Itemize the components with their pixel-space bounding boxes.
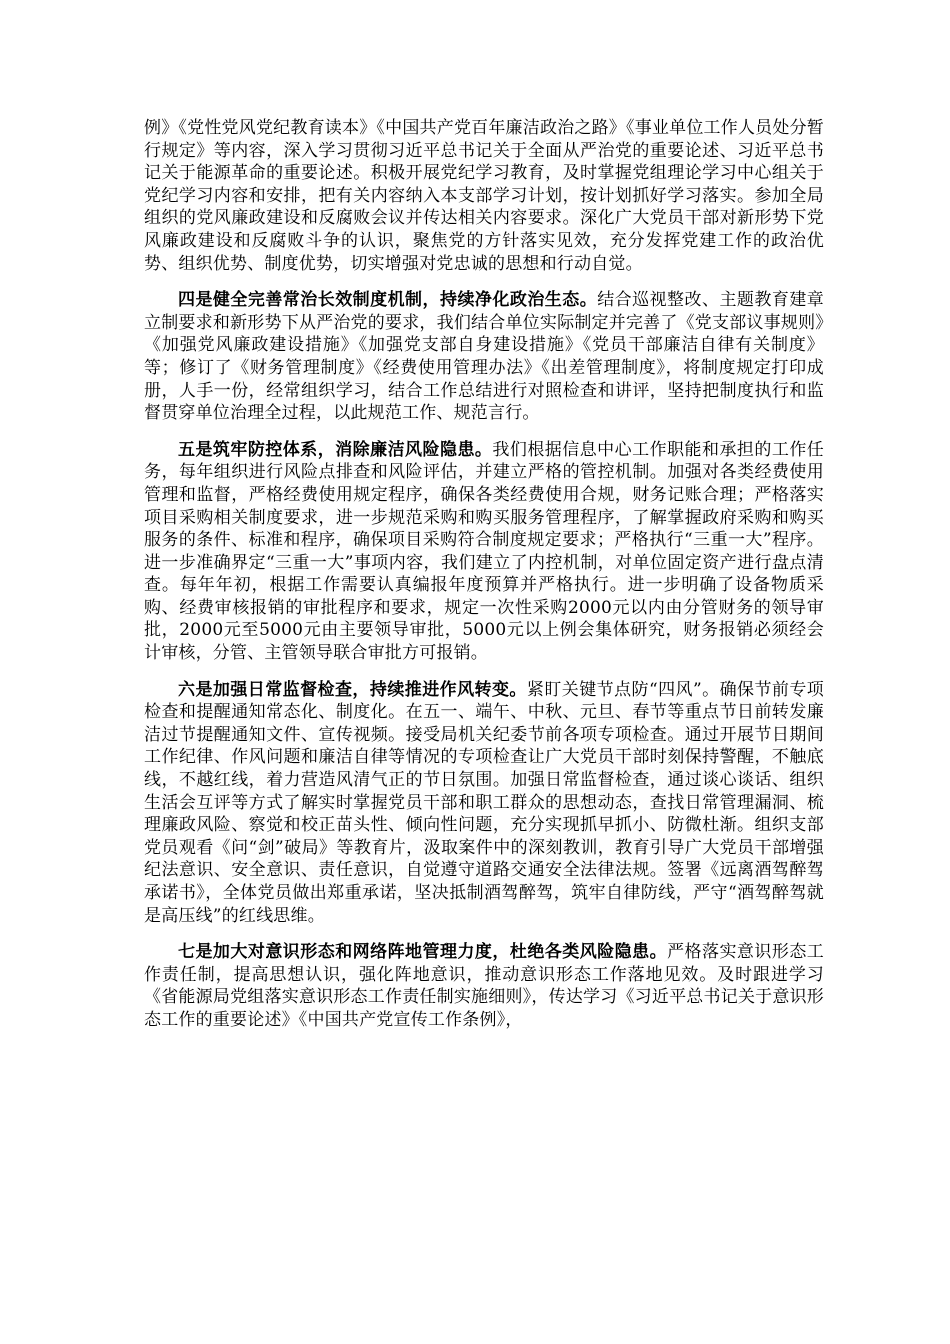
paragraph-lead: 四是健全完善常治长效制度机制，持续净化政治生态。 <box>178 290 598 311</box>
paragraph-text: 结合巡视整改、主题教育建章立制要求和新形势下从严治党的要求，我们结合单位实际制定并完善了《党支部议事规则》《加强党风廉政建设措施》《加强党支部自身建设措施》《党员干部廉洁自律有关制度》等；修订了《财务管理制度》《经费使用管理办法》《出差管理制度》，将制度规定打印成册，人手一份，经常组织学习，结合工作总结进行对照检查和讲评，坚持把制度执行和监督贯穿单位治理全过程，以此规范工作、规范言行。 <box>144 290 824 424</box>
paragraph-lead: 六是加强日常监督检查，持续推进作风转变。 <box>178 679 527 700</box>
paragraph-item-7 <box>144 941 824 1031</box>
paragraph-text: 例》《党性党风党纪教育读本》《中国共产党百年廉洁政治之路》《事业单位工作人员处分暂行规定》等内容，深入学习贯彻习近平总书记关于全面从严治党的重要论述、习近平总书记关于能源革命的重要论述。积极开展党纪学习教育，及时掌握党组理论学习中心组关于党纪学习内容和安排，把有关内容纳入本支部学习计划，按计划抓好学习落实。参加全局组织的党风廉政建设和反腐败会议并传达相关内容要求。深化广大党员干部对新形势下党风廉政建设和反腐败斗争的认识，聚焦党的方针落实见效，充分发挥党建工作的政治优势、组织优势、制度优势，切实增强对党忠诚的思想和行动自觉。 <box>144 118 824 274</box>
paragraph-text: 严格落实意识形态工作责任制，提高思想认识，强化阵地意识，推动意识形态工作落地见效。及时跟进学习《省能源局党组落实意识形态工作责任制实施细则》，传达学习《习近平总书记关于意识形态工作的重要论述》《中国共产党宣传工作条例》， <box>144 942 824 1030</box>
paragraph-item-5 <box>144 439 824 665</box>
paragraph-text: 我们根据信息中心工作职能和承担的工作任务，每年组织进行风险点排查和风险评估，并建立严格的管控机制。加强对各类经费使用管理和监督，严格经费使用规定程序，确保各类经费使用合规，财务记账合理；严格落实项目采购相关制度要求，进一步规范采购和购买服务管理程序，了解掌握政府采购和购买服务的条件、标准和程序，确保项目采购符合制度规定要求；严格执行“三重一大”程序。进一步准确界定“三重一大”事项内容，我们建立了内控机制，对单位固定资产进行盘点清查。每年年初，根据工作需要认真编报年度预算并严格执行。进一步明确了设备物质采购、经费审核报销的审批程序和要求，规定一次性采购2000元以内由分管财务的领导审批，2000元至5000元由主要领导审批，5000元以上例会集体研究，财务报销必须经会计审核，分管、主管领导联合审批方可报销。 <box>144 439 824 664</box>
paragraph-continuation <box>144 117 824 275</box>
paragraph-lead: 七是加大对意识形态和网络阵地管理力度，杜绝各类风险隐患。 <box>178 942 668 963</box>
paragraph-text: 紧盯关键节点防“四风”。确保节前专项检查和提醒通知常态化、制度化。在五一、端午、中秋、元旦、春节等重点节日前转发廉洁过节提醒通知文件、宣传视频。接受局机关纪委节前各项专项检查。通过开展节日期间工作纪律、作风问题和廉洁自律等情况的专项检查让广大党员干部时刻保持警醒，不触底线，不越红线，着力营造风清气正的节日氛围。加强日常监督检查，通过谈心谈话、组织生活会互评等方式了解实时掌握党员干部和职工群众的思想动态，查找日常管理漏洞、梳理廉政风险、察觉和校正苗头性、倾向性问题，充分实现抓早抓小、防微杜渐。组织支部党员观看《问“剑”破局》等教育片，汲取案件中的深刻教训，教育引导广大党员干部增强纪法意识、安全意识、责任意识，自觉遵守道路交通安全法律法规。签署《远离酒驾醉驾承诺书》，全体党员做出郑重承诺，坚决抵制酒驾醉驾，筑牢自律防线，严守“酒驾醉驾就是高压线”的红线思维。 <box>144 679 824 926</box>
paragraph-item-4 <box>144 289 824 425</box>
paragraph-lead: 五是筑牢防控体系，消除廉洁风险隐患。 <box>178 439 493 460</box>
document-page <box>144 117 824 1046</box>
paragraph-item-6 <box>144 679 824 928</box>
